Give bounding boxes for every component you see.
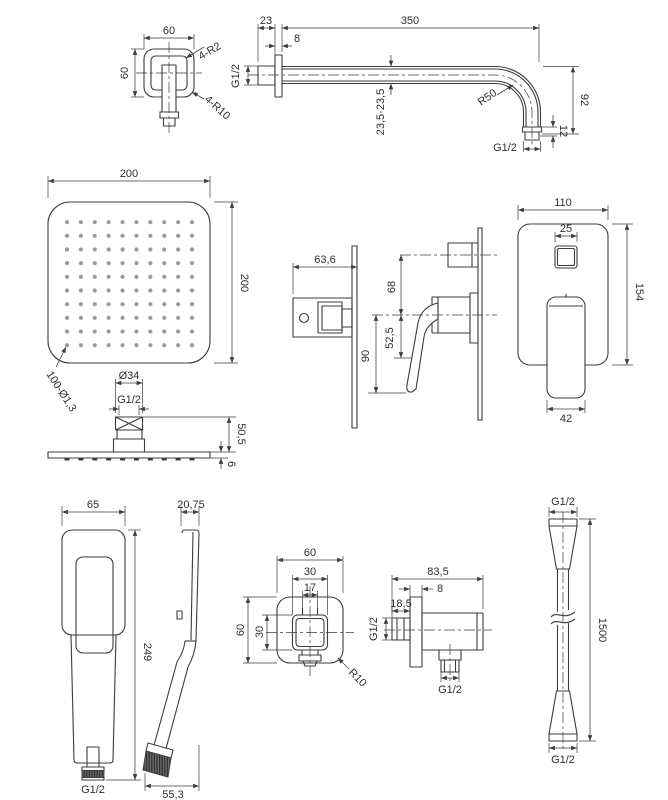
- spray-face-outline: [76, 557, 113, 653]
- elbow-side-view: [368, 566, 492, 696]
- arm-flange-front-view: [119, 25, 232, 135]
- diverter-button: [555, 246, 577, 268]
- elbow-front-view: [235, 547, 369, 689]
- valve-side-view: [293, 228, 497, 428]
- hand-shower-front-view: [62, 499, 153, 796]
- hand-shower-side-profile: [164, 530, 199, 756]
- dim-elbow-inner-height: 30: [254, 625, 266, 639]
- note-nozzle-count: 100-Ø1,3: [43, 369, 79, 415]
- dim-tip: 12: [557, 124, 569, 138]
- dim-plate-thickness: 6: [225, 460, 237, 468]
- dim-hub-height: 50,5: [235, 423, 247, 445]
- dim-wall-offset: 23: [259, 15, 273, 27]
- dim-plate-thickness: 8: [293, 33, 301, 45]
- dim-hose-bottom-thread: G1/2: [551, 754, 575, 766]
- valve-front-view: [518, 197, 645, 425]
- dim-plate-width: 110: [554, 197, 572, 209]
- wall-thread: [258, 66, 275, 85]
- dim-base-offset: 52,5: [384, 327, 396, 349]
- dim-head-width: 200: [119, 168, 139, 180]
- dim-elbow-outlet-thread: G1/2: [438, 684, 462, 696]
- hang-hook: [177, 611, 182, 619]
- dim-hand-thread: G1/2: [81, 784, 105, 796]
- dim-knob-offset: 68: [386, 280, 398, 294]
- dim-button-width: 25: [559, 223, 573, 235]
- rosette-side: [470, 293, 478, 343]
- wall-section-right: [478, 228, 482, 420]
- note-bend-radius: R50: [475, 87, 500, 109]
- head-plate: [48, 452, 210, 458]
- arm-tube: [282, 67, 541, 128]
- elbow-body: [422, 613, 483, 650]
- dim-lever-offset: 90: [360, 349, 372, 363]
- dim-plate-height: 154: [633, 282, 645, 302]
- dim-elbow-stub-width: 17: [303, 582, 317, 594]
- dim-elbow-height: 60: [235, 623, 247, 637]
- lever-side: [407, 303, 438, 392]
- inlet-nut-knurl: [82, 771, 104, 778]
- dim-head-height: 200: [238, 273, 250, 293]
- wall-plate: [275, 55, 282, 97]
- rain-head-top-view: [43, 168, 250, 414]
- dim-hose-top-thread: G1/2: [551, 496, 575, 508]
- dim-side-depth-bottom: 55,3: [162, 789, 184, 800]
- mixer-lever: [547, 297, 585, 398]
- note-outer-radius: 4-R10: [201, 93, 233, 123]
- dim-elbow-width: 60: [303, 547, 317, 559]
- dim-drop: 92: [578, 93, 590, 107]
- rain-head-side-view: [48, 370, 247, 469]
- dim-side-depth-top: 20,75: [177, 499, 205, 511]
- dim-box-width: 63,6: [314, 254, 336, 266]
- hose-view: [549, 496, 608, 766]
- dim-flange-width: 60: [162, 25, 176, 37]
- dim-arm-length: 350: [400, 15, 420, 27]
- dim-elbow-plate-thickness: 8: [436, 583, 444, 595]
- dim-tube-section: 23,5·23,5: [375, 88, 387, 136]
- dim-wall-thread: G1/2: [230, 64, 242, 88]
- dim-hand-width: 65: [86, 499, 100, 511]
- dim-hand-height: 249: [141, 642, 153, 662]
- note-inner-radius: 4-R2: [196, 40, 224, 63]
- dim-hose-length: 1500: [596, 617, 608, 643]
- dim-head-thread: G1/2: [493, 142, 517, 154]
- hub-collar: [114, 439, 145, 452]
- dim-elbow-socket: 18,5: [390, 598, 412, 610]
- dim-elbow-inner-width: 30: [303, 566, 317, 578]
- dim-elbow-depth: 83,5: [427, 566, 449, 578]
- dim-hub-diameter: Ø34: [118, 370, 140, 382]
- dim-flange-height: 60: [119, 66, 131, 80]
- arm-side-view: [230, 15, 590, 154]
- dim-lever-width: 42: [559, 413, 573, 425]
- dim-elbow-inlet-thread: G1/2: [368, 617, 380, 641]
- dim-hub-thread: G1/2: [117, 394, 141, 406]
- note-corner-radius: R10: [345, 666, 369, 690]
- elbow-wall-plate: [410, 597, 422, 667]
- elbow-inlet: [392, 618, 410, 640]
- hand-shower-handle: [71, 635, 116, 763]
- hand-shower-head: [62, 530, 125, 635]
- wall-section-left: [352, 246, 357, 428]
- nozzle-grid: [60, 215, 199, 352]
